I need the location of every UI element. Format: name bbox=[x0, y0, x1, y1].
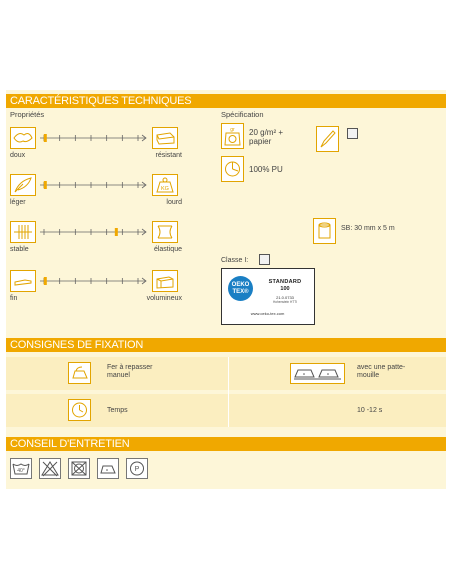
press-cloth-icon bbox=[290, 363, 345, 384]
time-value: 10 -12 s bbox=[357, 407, 383, 414]
iron-low-icon bbox=[97, 458, 119, 479]
scale-right-label: résistant bbox=[155, 152, 182, 159]
spec-weight-value: 20 g/m² + bbox=[249, 128, 284, 137]
oeko-standard-number: 100 bbox=[280, 286, 290, 292]
scale-right-label: lourd bbox=[166, 199, 182, 206]
oeko-logo-top: OEKO bbox=[231, 282, 250, 288]
scale-left-label: stable bbox=[10, 246, 29, 253]
spec-weight-note: papier bbox=[249, 137, 272, 146]
feather-icon bbox=[10, 174, 36, 196]
class-label: Classe I: bbox=[221, 257, 249, 264]
scale-left-label: doux bbox=[10, 152, 26, 159]
voluminous-fabric-icon bbox=[152, 270, 178, 292]
scale-level-marker bbox=[44, 277, 47, 285]
oeko-tex-label bbox=[221, 268, 315, 325]
elastic-fabric-icon bbox=[152, 221, 178, 243]
roll-icon bbox=[313, 218, 336, 244]
dry-clean-letter: P bbox=[134, 466, 140, 473]
oeko-logo-bottom: TEX® bbox=[232, 289, 249, 295]
scale-left-label: fin bbox=[10, 295, 18, 302]
oeko-code: 21.0.0733 bbox=[276, 295, 294, 300]
time-label: Temps bbox=[107, 407, 128, 414]
scale-weight-icon-text: gr bbox=[230, 127, 235, 133]
wash-temp: 40° bbox=[17, 468, 25, 474]
section-technical-header: CARACTÉRISTIQUES TECHNIQUES bbox=[6, 94, 446, 108]
wash-40-icon bbox=[10, 458, 32, 479]
composition-dial-icon bbox=[221, 156, 244, 182]
pencil-icon bbox=[316, 126, 339, 152]
scale-right-label: élastique bbox=[153, 246, 182, 253]
iron-icon bbox=[68, 362, 91, 384]
section-fixation-header: CONSIGNES DE FIXATION bbox=[6, 338, 446, 352]
soft-fabric-icon bbox=[10, 127, 36, 149]
fixation-divider bbox=[228, 357, 229, 427]
section-care-header: CONSEIL D'ENTRETIEN bbox=[6, 437, 446, 451]
heavy-weight-icon-text: KG bbox=[161, 186, 169, 192]
oeko-institute: Hohenstein HTTI bbox=[272, 300, 298, 304]
no-tumble-dry-icon bbox=[68, 458, 90, 479]
scale-weight-icon bbox=[221, 123, 244, 149]
iron-label: Fer à repasser manuel bbox=[107, 364, 153, 379]
spec-composition: 100% PU bbox=[249, 165, 283, 174]
oeko-url: www.oeko-tex.com bbox=[250, 311, 285, 316]
no-bleach-icon bbox=[39, 458, 61, 479]
specification-title: Spécification bbox=[221, 110, 264, 119]
spec-weight bbox=[249, 128, 283, 146]
scale-left-label: léger bbox=[10, 199, 26, 206]
oeko-tex-logo bbox=[228, 276, 253, 301]
stable-weave-icon bbox=[10, 221, 36, 243]
press-cloth-label: avec une patte-mouille bbox=[357, 364, 406, 379]
spec-roll: SB: 30 mm x 5 m bbox=[341, 225, 395, 232]
thin-fabric-icon bbox=[10, 270, 36, 292]
resistant-fabric-icon bbox=[152, 127, 178, 149]
properties-title: Propriétés bbox=[10, 110, 45, 119]
class-checkbox[interactable] bbox=[259, 254, 270, 265]
oeko-standard-text: STANDARD bbox=[268, 279, 302, 285]
dry-clean-p-icon bbox=[126, 458, 148, 479]
scale-right-label: volumineux bbox=[146, 295, 182, 302]
clock-icon bbox=[68, 399, 91, 421]
pencil-checkbox[interactable] bbox=[347, 128, 358, 139]
heavy-weight-icon bbox=[152, 174, 178, 196]
